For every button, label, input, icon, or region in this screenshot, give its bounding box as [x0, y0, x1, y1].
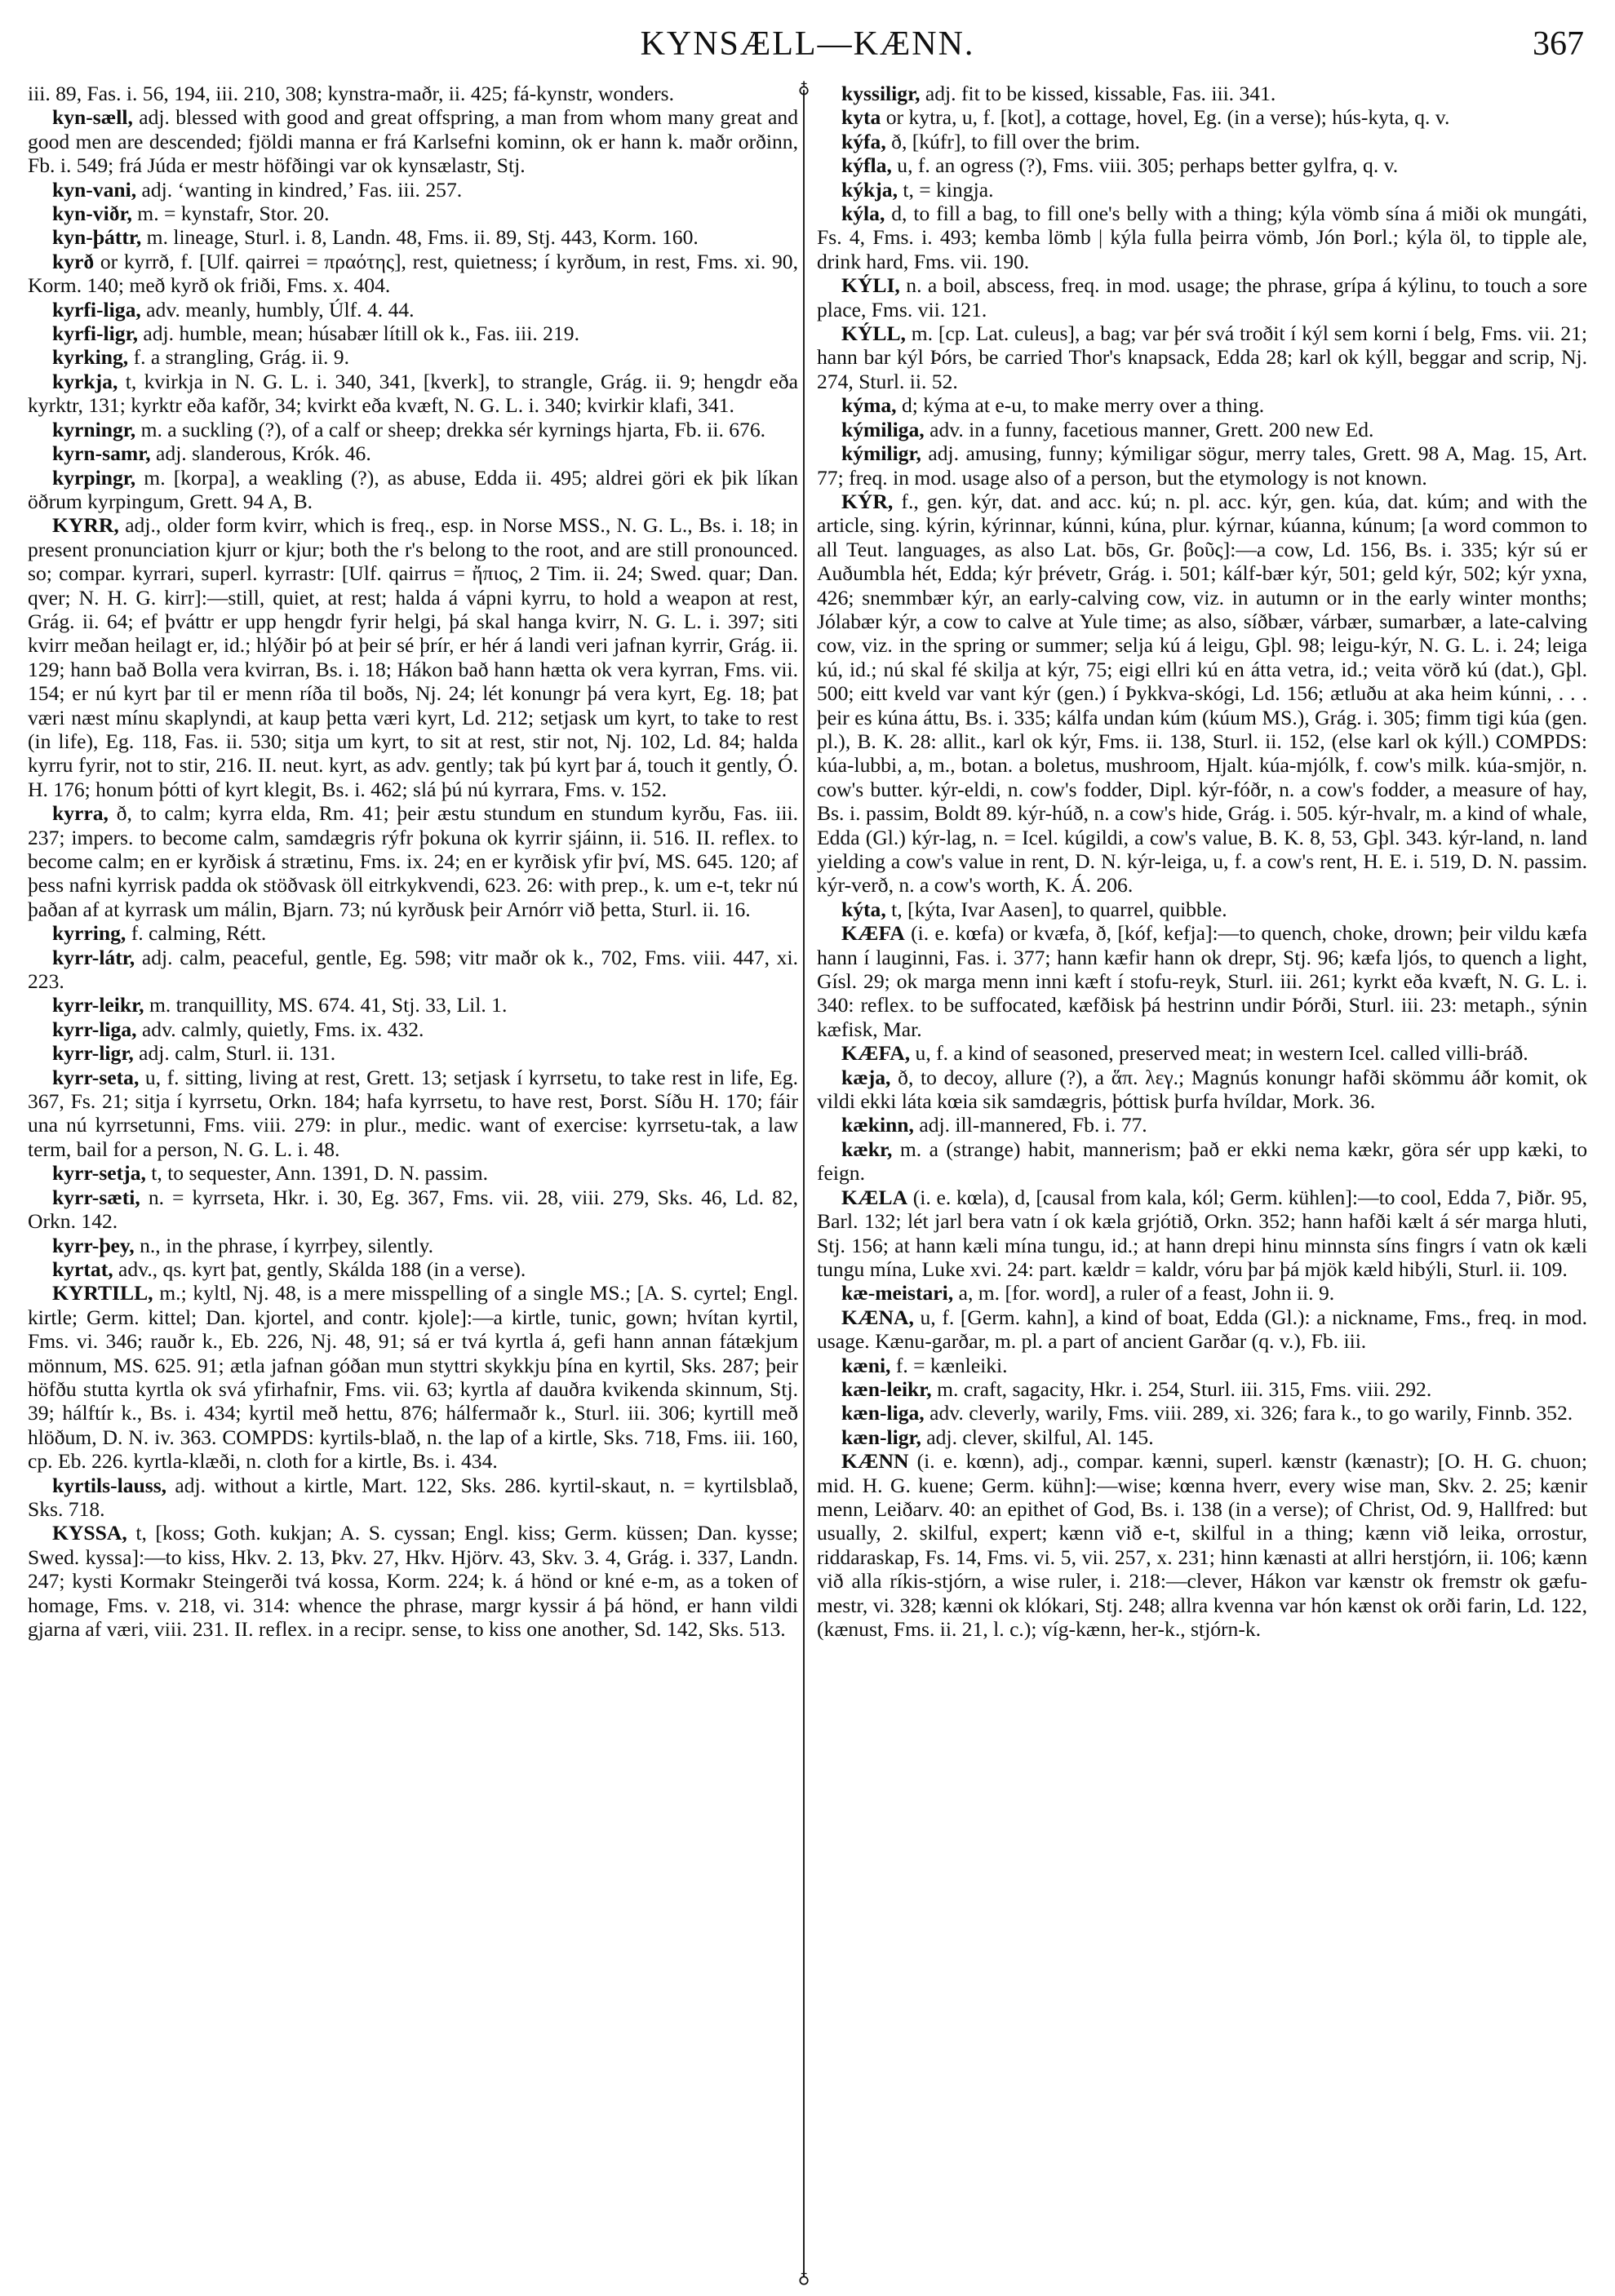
- entry-headword: kækr,: [841, 1137, 893, 1161]
- dictionary-entry: [817, 441, 1587, 490]
- entry-definition: (i. e. kœfa) or kvæfa, ð, [kóf, kefja]:—to quench, choke, drown; þeir vildu kæfa hann í lauginni, Fas. i. 377; hann kæfir hann ok drepr, Stj. 96; kæfa ljós, to quench a light, Gísl. 29; ok marga menn inni kæft í stofu-reyk, Sturl. iii. 261; kyrkt eða kvæft, N. G. L. i. 340: reflex. to be suffocated, kæfðisk þá hestrinn undir Þórði, Sturl. iii. 23: metaph., sýnin kæfisk, Mar.: [817, 921, 1587, 1041]
- entry-headword: KÆLA: [841, 1185, 908, 1209]
- entry-headword: kyrr-sæti,: [52, 1185, 140, 1209]
- page-number: 367: [1533, 25, 1584, 63]
- dictionary-entry: [817, 105, 1587, 129]
- entry-definition: m. craft, sagacity, Hkr. i. 254, Sturl. iii. 315, Fms. viii. 292.: [931, 1376, 1432, 1401]
- entry-headword: kýkja,: [841, 177, 898, 202]
- dictionary-entry: [817, 898, 1587, 921]
- entry-definition: f. a strangling, Grág. ii. 9.: [128, 345, 349, 370]
- entry-headword: kæ-meistari,: [841, 1281, 954, 1305]
- dictionary-entry: [28, 466, 798, 514]
- dictionary-entry: [28, 345, 798, 369]
- entry-definition: t, to sequester, Ann. 1391, D. N. passim.: [145, 1161, 489, 1186]
- entry-definition: ð, to decoy, allure (?), a ἅπ. λεγ.; Magnús konungr hafði skömmu áðr komit, ok vildi ekki láta kœia sik samdægris, þóttisk þurfa hvíldar, Mork. 36.: [817, 1065, 1587, 1114]
- entry-headword: kyn-vani,: [52, 177, 137, 202]
- entry-headword: KÝR,: [841, 489, 894, 513]
- running-head: KYNSÆLL—KÆNN.: [640, 25, 975, 63]
- entry-definition: m.; kyltl, Nj. 48, is a mere misspelling of a single MS.; [A. S. cyrtel; Engl. kirtle; Germ. kittel; Dan. kjortel, and contr. kjole]:—a kirtle, tunic, gown; hvítan kyrtil, Fms. vi. 346; rauðr k., Eb. 226, Nj. 48, 91; sá er tvá kyrtla á, gefi hann annan fátækjum mönnum, MS. 625. 91; ætla jafnan góðan mun styttri skykkju þína en kyrtil, Sks. 287; þeir höfðu stutta kyrtla ok svá yfirhafnir, Fms. vii. 63; kyrtla af dauðra kvikenda skinnum, Stj. 39; hálftír k., Bs. i. 434; kyrtil með hettu, 876; hálfermaðr k., Sturl. iii. 306; kyrtill með hlöðum, D. N. iv. 363. COMPDS: kyrtils-blað, n. the lap of a kirtle, Sks. 718, Fms. iii. 160, cp. Eb. 226. kyrtla-klæði, n. cloth for a kirtle, Bs. i. 434.: [28, 1281, 798, 1474]
- entry-headword: kyrr-seta,: [52, 1065, 140, 1089]
- dictionary-entry: [817, 1449, 1587, 1641]
- dictionary-entry: [28, 1281, 798, 1473]
- entry-definition: t, [koss; Goth. kukjan; A. S. cyssan; Engl. kiss; Germ. küssen; Dan. kysse; Swed. kyssa]:—to kiss, Hkv. 2. 13, Þkv. 27, Hkv. Hjörv. 43, Skv. 3. 4, Grág. i. 337, Landn. 247; kysti Kormakr Steingerði tvá kossa, Korm. 224; k. á hönd or kné e-m, as a token of homage, Fms. v. 218, vi. 314: whence the phrase, margr kyssir á þá hönd, er hann vildi gjarna af væri, viii. 231. II. reflex. in a recipr. sense, to kiss one another, Sd. 142, Sks. 513.: [28, 1521, 798, 1641]
- entry-headword: kýmiligr,: [841, 441, 921, 466]
- entry-definition: n., in the phrase, í kyrrþey, silently.: [134, 1233, 433, 1257]
- dictionary-entry: [28, 993, 798, 1017]
- entry-headword: kyrn-samr,: [52, 441, 151, 466]
- entry-headword: KÆFA,: [841, 1041, 911, 1066]
- entry-definition: adj. amusing, funny; kýmiligar sögur, merry tales, Grett. 98 A, Mag. 15, Art. 77; freq. in mod. usage also of a person, but the etymology is not known.: [817, 441, 1587, 490]
- dictionary-entry: [28, 946, 798, 994]
- entry-headword: kyta: [841, 105, 881, 130]
- entry-definition: d, to fill a bag, to fill one's belly with a thing; kýla vömb sína á miði ok mungáti, Fs. 4, Fms. i. 493; kemba lömb | kýla fulla þeirra vömb, Jón Þorl.; kýla öl, to tipple ale, drink hard, Fms. vii. 190.: [817, 202, 1587, 273]
- dictionary-entry: [817, 1186, 1587, 1282]
- entry-definition: f. = kænleiki.: [890, 1353, 1008, 1377]
- entry-definition: n. a boil, abscess, freq. in mod. usage; the phrase, grípa á kýlinu, to touch a sore place, Fms. vii. 121.: [817, 273, 1587, 321]
- entry-headword: KÝLL,: [841, 321, 906, 346]
- dictionary-entry: [817, 921, 1587, 1041]
- entry-definition: u, f. sitting, living at rest, Grett. 13; setjask í kyrrsetu, to take rest in life, Eg. 367, Fs. 21; sitja í kyrrsetu, Orkn. 184; hafa kyrrsetu, to have rest, Þorst. Síðu H. 170; fáir una nú kyrrsetunni, Fms. viii. 279: in plur., medic. want of exercise: kyrrsetu-tak, a law term, bail for a person, N. G. L. i. 48.: [28, 1065, 798, 1161]
- entry-headword: kyrr-látr,: [52, 945, 135, 969]
- entry-headword: KÆNA,: [841, 1305, 914, 1329]
- entry-headword: kyrra,: [52, 801, 109, 826]
- entry-headword: KYSSA,: [52, 1521, 127, 1545]
- dictionary-entry: [28, 1234, 798, 1257]
- entry-headword: kyn-sæll,: [52, 105, 133, 130]
- entry-definition: or kyrrð, f. [Ulf. qairrei = πραότης], rest, quietness; í kyrðum, in rest, Fms. xi. 90, Korm. 140; með kyrð ok friði, Fms. x. 404.: [28, 249, 798, 298]
- entry-definition: (i. e. kœla), d, [causal from kala, kól; Germ. kühlen]:—to cool, Edda 7, Þiðr. 95, Barl. 132; lét jarl bera vatn í ok kæla grjótið, Orkn. 352; hann hafði kælt á sér marga hluti, Stj. 156; at hann kæli mína tungu, id.; at hann drepi hinu minnsta síns fingrs í vatn ok kæli tungu mína, Luke xvi. 24: part. kældr = kaldr, vóru þar þá mjök kæld hibýli, Sturl. ii. 109.: [817, 1185, 1587, 1281]
- dictionary-entry: [28, 1017, 798, 1041]
- entry-headword: kyrð: [52, 249, 95, 273]
- dictionary-entry: [28, 1521, 798, 1641]
- dictionary-entry: [817, 1137, 1587, 1186]
- dictionary-entry: [28, 1186, 798, 1234]
- entry-definition: adv. calmly, quietly, Fms. ix. 432.: [136, 1017, 424, 1041]
- dictionary-entry: [817, 273, 1587, 321]
- entry-definition: adv. in a funny, facetious manner, Grett. 200 new Ed.: [924, 417, 1374, 441]
- dictionary-entry: [28, 321, 798, 345]
- entry-definition: u, f. an ogress (?), Fms. viii. 305; perhaps better gylfra, q. v.: [891, 153, 1399, 178]
- dictionary-entry: [817, 1305, 1587, 1354]
- entry-headword: kæn-leikr,: [841, 1376, 932, 1401]
- entry-definition: adj. calm, Sturl. ii. 131.: [133, 1041, 336, 1066]
- entry-definition: t, [kýta, Ivar Aasen], to quarrel, quibble.: [885, 897, 1227, 921]
- entry-headword: kæja,: [841, 1065, 891, 1089]
- entry-definition: adj. ill-mannered, Fb. i. 77.: [913, 1113, 1147, 1137]
- dictionary-entry: [28, 202, 798, 225]
- dictionary-entry: [817, 1377, 1587, 1401]
- entry-headword: KÝLI,: [841, 273, 900, 298]
- dictionary-entry: [817, 178, 1587, 202]
- dictionary-entry: [28, 1474, 798, 1522]
- dictionary-entry: [28, 1041, 798, 1065]
- entry-headword: KYRTILL,: [52, 1281, 153, 1305]
- entry-definition: adj. clever, skilful, Al. 145.: [921, 1425, 1154, 1449]
- dictionary-entry: [28, 1161, 798, 1185]
- entry-definition: t, = kingja.: [897, 177, 994, 202]
- dictionary-entry: [28, 370, 798, 418]
- entry-headword: kyrking,: [52, 345, 129, 370]
- entry-definition: f. calming, Rétt.: [126, 921, 267, 946]
- entry-definition: adj., older form kvirr, which is freq., esp. in Norse MSS., N. G. L., Bs. i. 18; in present pronunciation kjurr or kjur; both the r's belong to the root, and are still pronounced. so; compar. kyrrari, superl. kyrrastr: [Ulf. qairrus = ἤπιος, 2 Tim. ii. 24; Swed. quar; Dan. qver; N. H. G. kirr]:—still, quiet, at rest; halda á vápni kyrru, to hold a weapon at rest, Grág. ii. 64; ef þváttr er upp hengdr fyrir helgi, þá skal hanga kvirr, N. G. L. i. 397; siti kvirr meðan heilagt er, id.; hlýðir þó at þeir sé þrír, er hér á landi veri jafnan kyrrir, Grág. ii. 129; hann bað Bolla vera kvirran, Bs. i. 18; Hákon bað hann hætta ok vera kyrran, Fms. vii. 154; er nú kyrt þar til er menn ríða til boðs, Nj. 24; lét konungr þá vera kyrt, Eg. 18; þat væri næst mínu skaplyndi, at kaup þetta væri kyrt, Ld. 212; setjask um kyrt, to take to rest (in life), Eg. 118, Fas. ii. 530; sitja um kyrt, to sit at rest, stir not, Nj. 102, Ld. 84; halda kyrru fyrir, not to stir, 216. II. neut. kyrt, as adv. gently; tak þú kyrt þar á, touch it gently, Ó. H. 176; honum þótti of kyrt klegit, Bs. i. 462; slá þú nú kyrrara, Fms. v. 152.: [28, 513, 798, 801]
- entry-headword: kýfa,: [841, 129, 886, 153]
- entry-definition: m. [cp. Lat. culeus], a bag; var þér svá troðit í kýl sem korni í belg, Fms. vii. 21; hann bar kýl Þórs, be carried Thor's knapsack, Edda 28; karl ok kýll, beggar and scrip, Nj. 274, Sturl. ii. 52.: [817, 321, 1587, 393]
- dictionary-entry: [28, 250, 798, 298]
- dictionary-entry: [28, 1257, 798, 1281]
- left-column: [28, 82, 798, 2285]
- entry-definition: adj. without a kirtle, Mart. 122, Sks. 286. kyrtil-skaut, n. = kyrtilsblað, Sks. 718.: [28, 1473, 798, 1521]
- dictionary-entry: [817, 490, 1587, 898]
- dictionary-entry: [817, 1281, 1587, 1305]
- entry-definition: adj. slanderous, Krók. 46.: [150, 441, 371, 466]
- dictionary-entry: [28, 298, 798, 321]
- entry-definition: t, kvirkja in N. G. L. i. 340, 341, [kverk], to strangle, Grág. ii. 9; hengdr eða kyrktr, 131; kyrktr eða kafðr, 34; kvirkt eða kvæft, N. G. L. i. 340; kvirkir klafi, 341.: [28, 369, 798, 418]
- entry-headword: kýmiliga,: [841, 417, 925, 441]
- entry-definition: m. [korpa], a weakling (?), as abuse, Edda ii. 495; aldrei göri ek þik líkan öðrum kyrpingum, Grett. 94 A, B.: [28, 465, 798, 513]
- dictionary-entry: [817, 393, 1587, 417]
- entry-definition: adj. humble, mean; húsabær lítill ok k., Fas. iii. 219.: [137, 321, 579, 346]
- entry-headword: kyssiligr,: [841, 82, 921, 105]
- dictionary-entry: [28, 105, 798, 177]
- entry-definition: m. a suckling (?), of a calf or sheep; drekka sér kyrnings hjarta, Fb. ii. 676.: [135, 417, 766, 441]
- entry-definition: m. lineage, Sturl. i. 8, Landn. 48, Fms. ii. 89, Stj. 443, Korm. 160.: [141, 225, 699, 250]
- entry-headword: kækinn,: [841, 1113, 914, 1137]
- entry-headword: kæn-liga,: [841, 1401, 925, 1425]
- dictionary-entry: [817, 321, 1587, 393]
- dictionary-entry: [817, 153, 1587, 177]
- entry-headword: kyrfi-liga,: [52, 297, 141, 321]
- dictionary-entry: [28, 82, 798, 105]
- dictionary-entry: [817, 1066, 1587, 1114]
- entry-headword: kyrtils-lauss,: [52, 1473, 167, 1497]
- entry-definition: iii. 89, Fas. i. 56, 194, iii. 210, 308; kynstra-maðr, ii. 425; fá-kynstr, wonders.: [28, 82, 674, 105]
- entry-headword: kyrr-leikr,: [52, 993, 144, 1017]
- entry-headword: kyrkja,: [52, 369, 118, 393]
- entry-headword: kyrring,: [52, 921, 126, 946]
- dictionary-entry: [28, 225, 798, 249]
- entry-headword: kyrr-ligr,: [52, 1041, 134, 1066]
- entry-headword: KÆFA: [841, 921, 905, 946]
- entry-headword: KÆNN: [841, 1449, 909, 1474]
- dictionary-entry: [817, 1113, 1587, 1137]
- entry-headword: KYRR,: [52, 513, 119, 538]
- entry-headword: kyrr-liga,: [52, 1017, 137, 1041]
- dictionary-entry: [817, 202, 1587, 273]
- entry-headword: kæni,: [841, 1353, 891, 1377]
- entry-headword: kæn-ligr,: [841, 1425, 921, 1449]
- entry-headword: kyrpingr,: [52, 465, 136, 490]
- entry-definition: adj. ‘wanting in kindred,’ Fas. iii. 257.: [136, 177, 463, 202]
- entry-headword: kyn-þáttr,: [52, 225, 142, 250]
- entry-definition: adv. cleverly, warily, Fms. viii. 289, xi. 326; fara k., to go warily, Finnb. 352.: [924, 1401, 1573, 1425]
- dictionary-entry: [28, 921, 798, 945]
- divider-ornament-bottom-icon: ♁: [797, 2269, 810, 2287]
- entry-headword: kýta,: [841, 897, 886, 921]
- entry-definition: (i. e. kœnn), adj., compar. kænni, superl. kænstr (kænastr); [O. H. G. chuon; mid. H. G. kuene; Germ. kühn]:—wise; kœnna hverr, every wise man, Skv. 2. 25; kænir menn, Leiðarv. 40: an epithet of God, Bs. i. 138 (in a verse); of Christ, Od. 9, Hallfred: but usually, 2. skilful, expert; kænn við e-t, skilful in a thing; kænn við leika, orrostur, riddaraskap, Fs. 14, Fms. vi. 5, vii. 257, x. 231; hinn kænasti at allri herstjórn, ii. 106; kænn við alla ríkis-stjórn, a wise ruler, i. 218:—clever, Hákon var kænstr ok fremstr ok gæfu-mestr, vi. 328; kænni ok klókari, Stj. 248; allra kvenna var hón kænst ok orði farin, Ld. 122, (kænust, Fms. ii. 21, l. c.); víg-kænn, her-k., stjórn-k.: [817, 1449, 1587, 1641]
- entry-definition: ð, to calm; kyrra elda, Rm. 41; þeir æstu stundum en stundum kyrðu, Fas. iii. 237; impers. to become calm, samdægris rýfr þokuna ok kyrrir sjáinn, ii. 516. II. reflex. to become calm; en er kyrðisk á strætinu, Fms. ix. 24; en er kyrðisk yfir því, MS. 645. 120; af þess nafni kyrrisk padda ok stöðvask öll eitrkykvendi, 623. 26: with prep., k. um e-t, tekr nú þaðan af at kyrrask um málin, Bjarn. 73; nú kyrðusk þeir Arnórr við þetta, Sturl. ii. 16.: [28, 801, 798, 921]
- entry-headword: kýma,: [841, 393, 897, 418]
- entry-headword: kyrtat,: [52, 1257, 113, 1281]
- entry-headword: kyrningr,: [52, 417, 136, 441]
- column-divider: [803, 90, 805, 2276]
- dictionary-entry: [28, 441, 798, 465]
- entry-definition: m. tranquillity, MS. 674. 41, Stj. 33, Lil. 1.: [144, 993, 508, 1017]
- entry-definition: d; kýma at e-u, to make merry over a thing.: [896, 393, 1265, 418]
- dictionary-entry: [28, 513, 798, 801]
- entry-headword: kýla,: [841, 202, 885, 226]
- entry-definition: adv., qs. kyrt þat, gently, Skálda 188 (in a verse).: [113, 1257, 526, 1281]
- page-header: [0, 18, 1615, 75]
- entry-definition: adj. calm, peaceful, gentle, Eg. 598; vitr maðr ok k., 702, Fms. viii. 447, xi. 223.: [28, 945, 798, 994]
- dictionary-entry: [817, 82, 1587, 105]
- entry-definition: a, m. [for. word], a ruler of a feast, John ii. 9.: [953, 1281, 1335, 1305]
- dictionary-entry: [817, 418, 1587, 441]
- entry-headword: kyn-viðr,: [52, 202, 132, 226]
- dictionary-entry: [817, 1401, 1587, 1425]
- entry-headword: kyrr-þey,: [52, 1233, 135, 1257]
- entry-definition: u, f. [Germ. kahn], a kind of boat, Edda (Gl.): a nickname, Fms., freq. in mod. usage. Kænu-garðar, m. pl. a part of ancient Garðar (q. v.), Fb. iii.: [817, 1305, 1587, 1354]
- entry-headword: kyrfi-ligr,: [52, 321, 138, 346]
- dictionary-entry: [817, 1041, 1587, 1065]
- entry-definition: adv. meanly, humbly, Úlf. 4. 44.: [140, 297, 415, 321]
- entry-definition: or kytra, u, f. [kot], a cottage, hovel, Eg. (in a verse); hús-kyta, q. v.: [881, 105, 1450, 130]
- entry-definition: m. = kynstafr, Stor. 20.: [131, 202, 330, 226]
- entry-definition: ð, [kúfr], to fill over the brim.: [885, 129, 1141, 153]
- divider-ornament-top-icon: ♁: [797, 79, 810, 97]
- entry-definition: m. a (strange) habit, mannerism; það er ekki nema kækr, göra sér upp kæki, to feign.: [817, 1137, 1587, 1186]
- entry-headword: kyrr-setja,: [52, 1161, 146, 1186]
- dictionary-entry: [817, 1425, 1587, 1449]
- dictionary-entry: [28, 178, 798, 202]
- dictionary-entry: [28, 418, 798, 441]
- dictionary-entry: [817, 130, 1587, 153]
- entry-definition: f., gen. kýr, dat. and acc. kú; n. pl. acc. kýr, gen. kúa, dat. kúm; and with the article, sing. kýrin, kýrinnar, kúnni, kúna, plur. kýrnar, kúanna, kúnum; [a word common to all Teut. languages, as also Lat. bōs, Gr. βοῦς]:—a cow, Ld. 156, Bs. i. 335; kýr sú er Auðumbla hét, Edda; kýr þrévetr, Grág. i. 501; kálf-bær kýr, 501; geld kýr, 502; kýr yxna, 426; snemmbær kýr, an early-calving cow, viz. in autumn or in the early winter months; Jólabær kýr, a cow to calve at Yule time; as also, síðbær, várbær, sumarbær, a late-calving cow, viz. in the spring or summer; selja kú á leigu, Gþl. 98; leigu-kýr, N. G. L. i. 24; leiga kú, id.; nú skal fé skilja at kýr, 75; eigi ellri kú en átta vetra, id.; veita vörð kú (dat.), Gþl. 500; eitt kveld var vant kýr (gen.) í Þykkva-skógi, Ld. 156; ætluðu at aka heim kúnni, . . . þeir es kúna áttu, Bs. i. 335; kálfa undan kúm (kúum MS.), Grág. i. 305; fimm tigi kúa (gen. pl.), B. K. 28: allit., karl ok kýr, Fms. ii. 138, Sturl. ii. 152, (else karl ok kýll.) COMPDS: kúa-lubbi, a, m., botan. a boletus, mushroom, Hjalt. kúa-mjólk, f. cow's milk. kúa-smjör, n. cow's butter. kýr-eldi, n. cow's fodder, Dipl. kýr-fóðr, n. a cow's fodder, a measure of hay, Bs. i. passim, Boldt 89. kýr-húð, n. a cow's hide, Grág. i. 505. kýr-hvalr, m. a kind of whale, Edda (Gl.) kýr-lag, n. = Icel. kúgildi, a cow's value, B. K. 8, 53, Gþl. 343. kýr-land, n. land yielding a cow's value in rent, D. N. kýr-leiga, u, f. a cow's rent, H. E. i. 519, D. N. passim. kýr-verð, n. a cow's worth, K. Á. 206.: [817, 489, 1587, 898]
- entry-definition: n. = kyrrseta, Hkr. i. 30, Eg. 367, Fms. vii. 28, viii. 279, Sks. 46, Ld. 82, Orkn. 142.: [28, 1185, 798, 1234]
- entry-definition: adj. fit to be kissed, kissable, Fas. iii. 341.: [920, 82, 1276, 105]
- entry-definition: u, f. a kind of seasoned, preserved meat; in western Icel. called villi-bráð.: [910, 1041, 1528, 1066]
- dictionary-entry: [28, 801, 798, 921]
- dictionary-entry: [28, 1066, 798, 1162]
- entry-headword: kýfla,: [841, 153, 892, 178]
- entry-definition: adj. blessed with good and great offspring, a man from whom many great and good men are descended; fjöldi manna er frá Karlsefni kominn, ok er hann k. maðr orðinn, Fb. i. 549; frá Júda er mestr höfðingi var ok kynsælastr, Stj.: [28, 105, 798, 178]
- dictionary-entry: [817, 1354, 1587, 1377]
- right-column: [817, 82, 1587, 2285]
